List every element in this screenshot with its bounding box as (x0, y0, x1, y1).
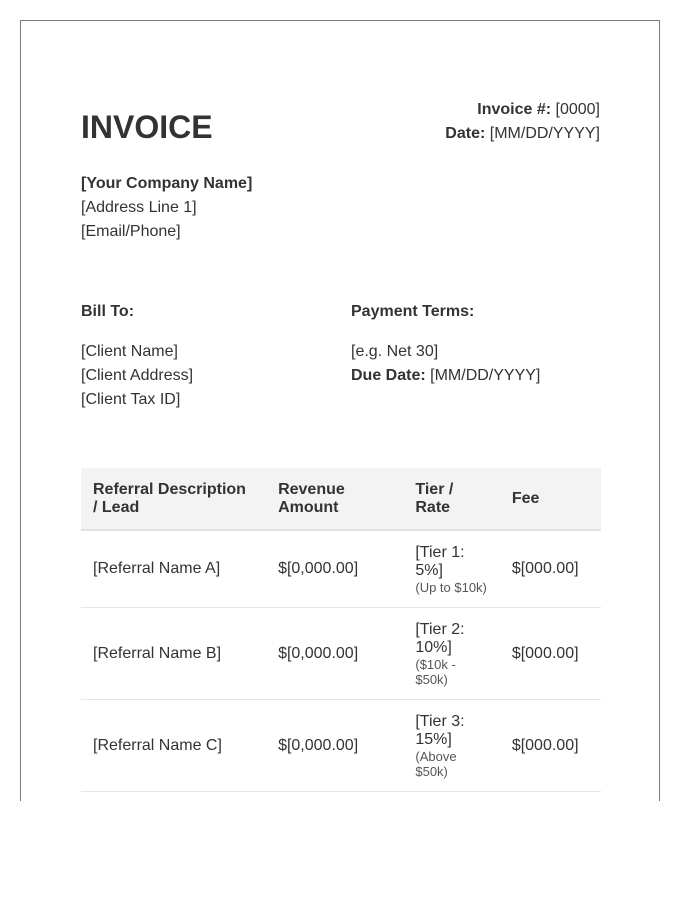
table-row (81, 608, 601, 700)
referral-description: [Referral Name C] (81, 700, 266, 792)
tier-range-note: (Above $50k) (415, 748, 457, 779)
table-header-row (81, 468, 601, 530)
header-tier: Tier / Rate (403, 468, 499, 530)
referral-description: [Referral Name B] (81, 608, 266, 700)
due-date-line (351, 364, 540, 388)
invoice-number-line (445, 98, 600, 122)
header-description: Referral Description / Lead (81, 468, 266, 530)
tier-rate-cell (403, 530, 499, 608)
tier-rate-cell (403, 608, 499, 700)
bill-to-block (81, 300, 193, 412)
tier-range-note: (Up to $10k) (415, 579, 487, 595)
company-contact: [Email/Phone] (81, 223, 181, 240)
revenue-amount: $[0,000.00] (266, 700, 403, 792)
client-tax-id: [Client Tax ID] (81, 391, 181, 408)
tier-rate: [Tier 2: 10%] (415, 620, 465, 656)
tier-range-note: ($10k - $50k) (415, 656, 456, 687)
tier-rate: [Tier 3: 15%] (415, 712, 465, 748)
referral-description: [Referral Name A] (81, 530, 266, 608)
invoice-date-label: Date: (445, 125, 486, 142)
invoice-number-label: Invoice #: (477, 101, 552, 118)
referral-table (81, 468, 601, 792)
header-fee: Fee (500, 468, 601, 530)
company-name: [Your Company Name] (81, 175, 253, 192)
invoice-date-value: [MM/DD/YYYY] (489, 125, 600, 142)
payment-terms-heading: Payment Terms: (351, 303, 475, 320)
fee-amount: $[000.00] (500, 530, 601, 608)
table-row (81, 700, 601, 792)
invoice-date-line (445, 122, 600, 146)
invoice-number-value: [0000] (555, 101, 600, 118)
client-name: [Client Name] (81, 343, 178, 360)
payment-terms-block (351, 300, 540, 388)
fee-amount: $[000.00] (500, 700, 601, 792)
revenue-amount: $[0,000.00] (266, 608, 403, 700)
table-row (81, 530, 601, 608)
tier-rate: [Tier 1: 5%] (415, 543, 465, 579)
client-address: [Client Address] (81, 367, 194, 384)
company-block (81, 172, 252, 244)
fee-amount: $[000.00] (500, 608, 601, 700)
invoice-meta (445, 98, 600, 146)
company-address: [Address Line 1] (81, 199, 197, 216)
header-revenue: Revenue Amount (266, 468, 403, 530)
invoice-title: INVOICE (81, 109, 213, 145)
bill-to-heading: Bill To: (81, 303, 135, 320)
due-date-value: [MM/DD/YYYY] (430, 367, 541, 384)
revenue-amount: $[0,000.00] (266, 530, 403, 608)
tier-rate-cell (403, 700, 499, 792)
invoice-sheet (20, 20, 660, 801)
due-date-label: Due Date: (351, 367, 426, 384)
payment-terms-value: [e.g. Net 30] (351, 343, 439, 360)
